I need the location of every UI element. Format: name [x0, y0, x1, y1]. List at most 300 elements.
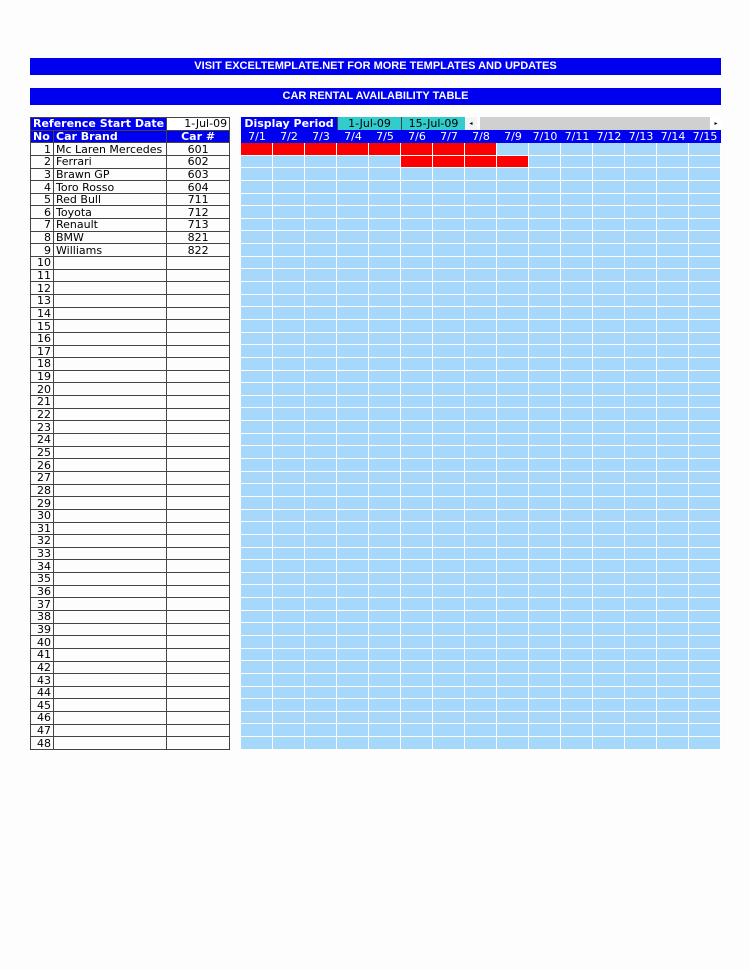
available-cell[interactable] — [369, 269, 401, 282]
available-cell[interactable] — [305, 219, 337, 232]
available-cell[interactable] — [689, 371, 721, 384]
available-cell[interactable] — [529, 421, 561, 434]
available-cell[interactable] — [529, 611, 561, 624]
available-cell[interactable] — [689, 383, 721, 396]
car-brand-cell[interactable] — [54, 610, 167, 623]
available-cell[interactable] — [657, 724, 689, 737]
available-cell[interactable] — [689, 295, 721, 308]
available-cell[interactable] — [529, 358, 561, 371]
row-number[interactable]: 16 — [31, 332, 54, 345]
available-cell[interactable] — [401, 358, 433, 371]
available-cell[interactable] — [401, 598, 433, 611]
available-cell[interactable] — [465, 598, 497, 611]
car-brand-cell[interactable] — [54, 320, 167, 333]
available-cell[interactable] — [369, 446, 401, 459]
available-cell[interactable] — [625, 472, 657, 485]
row-number[interactable]: 13 — [31, 294, 54, 307]
available-cell[interactable] — [529, 560, 561, 573]
available-cell[interactable] — [657, 371, 689, 384]
available-cell[interactable] — [529, 522, 561, 535]
available-cell[interactable] — [241, 535, 273, 548]
available-cell[interactable] — [273, 674, 305, 687]
car-number-cell[interactable] — [167, 459, 230, 472]
available-cell[interactable] — [273, 522, 305, 535]
available-cell[interactable] — [337, 307, 369, 320]
car-number-cell[interactable]: 822 — [167, 244, 230, 257]
available-cell[interactable] — [273, 244, 305, 257]
row-number[interactable]: 20 — [31, 383, 54, 396]
available-cell[interactable] — [657, 181, 689, 194]
available-cell[interactable] — [337, 472, 369, 485]
row-number[interactable]: 38 — [31, 610, 54, 623]
available-cell[interactable] — [497, 269, 529, 282]
available-cell[interactable] — [529, 535, 561, 548]
car-brand-cell[interactable]: Toro Rosso — [54, 181, 167, 194]
car-number-cell[interactable] — [167, 307, 230, 320]
car-brand-cell[interactable] — [54, 674, 167, 687]
available-cell[interactable] — [497, 484, 529, 497]
available-cell[interactable] — [561, 611, 593, 624]
car-number-cell[interactable] — [167, 497, 230, 510]
available-cell[interactable] — [241, 724, 273, 737]
available-cell[interactable] — [529, 472, 561, 485]
available-cell[interactable] — [625, 219, 657, 232]
available-cell[interactable] — [497, 143, 529, 156]
available-cell[interactable] — [625, 383, 657, 396]
available-cell[interactable] — [401, 472, 433, 485]
available-cell[interactable] — [625, 598, 657, 611]
car-brand-cell[interactable] — [54, 535, 167, 548]
available-cell[interactable] — [497, 206, 529, 219]
available-cell[interactable] — [529, 295, 561, 308]
available-cell[interactable] — [689, 661, 721, 674]
available-cell[interactable] — [401, 231, 433, 244]
available-cell[interactable] — [465, 168, 497, 181]
available-cell[interactable] — [593, 522, 625, 535]
available-cell[interactable] — [337, 674, 369, 687]
available-cell[interactable] — [401, 446, 433, 459]
available-cell[interactable] — [625, 333, 657, 346]
available-cell[interactable] — [401, 345, 433, 358]
car-brand-cell[interactable] — [54, 699, 167, 712]
car-number-cell[interactable] — [167, 547, 230, 560]
available-cell[interactable] — [369, 408, 401, 421]
available-cell[interactable] — [433, 396, 465, 409]
available-cell[interactable] — [529, 282, 561, 295]
available-cell[interactable] — [657, 358, 689, 371]
available-cell[interactable] — [497, 687, 529, 700]
available-cell[interactable] — [689, 219, 721, 232]
available-cell[interactable] — [529, 345, 561, 358]
available-cell[interactable] — [401, 168, 433, 181]
car-number-cell[interactable] — [167, 484, 230, 497]
available-cell[interactable] — [465, 333, 497, 346]
available-cell[interactable] — [241, 573, 273, 586]
available-cell[interactable] — [401, 434, 433, 447]
available-cell[interactable] — [273, 661, 305, 674]
available-cell[interactable] — [657, 687, 689, 700]
available-cell[interactable] — [369, 421, 401, 434]
available-cell[interactable] — [529, 661, 561, 674]
available-cell[interactable] — [433, 535, 465, 548]
available-cell[interactable] — [625, 408, 657, 421]
available-cell[interactable] — [593, 383, 625, 396]
available-cell[interactable] — [241, 522, 273, 535]
available-cell[interactable] — [369, 244, 401, 257]
available-cell[interactable] — [657, 396, 689, 409]
row-number[interactable]: 11 — [31, 269, 54, 282]
available-cell[interactable] — [241, 585, 273, 598]
row-number[interactable]: 25 — [31, 446, 54, 459]
row-number[interactable]: 30 — [31, 509, 54, 522]
row-number[interactable]: 40 — [31, 636, 54, 649]
available-cell[interactable] — [305, 636, 337, 649]
available-cell[interactable] — [561, 548, 593, 561]
available-cell[interactable] — [593, 560, 625, 573]
row-number[interactable]: 41 — [31, 648, 54, 661]
available-cell[interactable] — [465, 724, 497, 737]
available-cell[interactable] — [593, 206, 625, 219]
available-cell[interactable] — [593, 623, 625, 636]
booked-cell[interactable] — [273, 143, 305, 156]
available-cell[interactable] — [657, 244, 689, 257]
car-brand-cell[interactable] — [54, 421, 167, 434]
available-cell[interactable] — [625, 446, 657, 459]
available-cell[interactable] — [305, 699, 337, 712]
available-cell[interactable] — [305, 396, 337, 409]
available-cell[interactable] — [273, 560, 305, 573]
available-cell[interactable] — [689, 623, 721, 636]
available-cell[interactable] — [337, 585, 369, 598]
available-cell[interactable] — [625, 459, 657, 472]
template-link-banner[interactable]: VISIT EXCELTEMPLATE.NET FOR MORE TEMPLATES AND UPDATES — [30, 58, 721, 75]
available-cell[interactable] — [465, 661, 497, 674]
available-cell[interactable] — [625, 307, 657, 320]
available-cell[interactable] — [625, 699, 657, 712]
available-cell[interactable] — [401, 333, 433, 346]
available-cell[interactable] — [593, 156, 625, 169]
booked-cell[interactable] — [369, 143, 401, 156]
available-cell[interactable] — [273, 408, 305, 421]
available-cell[interactable] — [561, 535, 593, 548]
available-cell[interactable] — [337, 156, 369, 169]
car-number-cell[interactable] — [167, 623, 230, 636]
car-brand-cell[interactable] — [54, 408, 167, 421]
available-cell[interactable] — [337, 345, 369, 358]
available-cell[interactable] — [273, 636, 305, 649]
available-cell[interactable] — [497, 712, 529, 725]
available-cell[interactable] — [689, 636, 721, 649]
available-cell[interactable] — [561, 510, 593, 523]
row-number[interactable]: 42 — [31, 661, 54, 674]
available-cell[interactable] — [273, 320, 305, 333]
available-cell[interactable] — [369, 687, 401, 700]
available-cell[interactable] — [657, 320, 689, 333]
available-cell[interactable] — [593, 712, 625, 725]
available-cell[interactable] — [273, 535, 305, 548]
available-cell[interactable] — [401, 661, 433, 674]
available-cell[interactable] — [465, 307, 497, 320]
available-cell[interactable] — [273, 333, 305, 346]
available-cell[interactable] — [657, 295, 689, 308]
available-cell[interactable] — [561, 295, 593, 308]
available-cell[interactable] — [689, 156, 721, 169]
available-cell[interactable] — [657, 333, 689, 346]
available-cell[interactable] — [561, 269, 593, 282]
available-cell[interactable] — [273, 168, 305, 181]
available-cell[interactable] — [369, 737, 401, 750]
available-cell[interactable] — [465, 396, 497, 409]
available-cell[interactable] — [593, 307, 625, 320]
available-cell[interactable] — [689, 396, 721, 409]
available-cell[interactable] — [689, 206, 721, 219]
available-cell[interactable] — [369, 712, 401, 725]
car-brand-cell[interactable]: BMW — [54, 231, 167, 244]
available-cell[interactable] — [273, 585, 305, 598]
available-cell[interactable] — [401, 687, 433, 700]
available-cell[interactable] — [369, 548, 401, 561]
available-cell[interactable] — [241, 560, 273, 573]
available-cell[interactable] — [241, 231, 273, 244]
available-cell[interactable] — [433, 497, 465, 510]
car-number-cell[interactable]: 821 — [167, 231, 230, 244]
available-cell[interactable] — [657, 231, 689, 244]
car-number-cell[interactable]: 711 — [167, 193, 230, 206]
available-cell[interactable] — [593, 737, 625, 750]
available-cell[interactable] — [337, 623, 369, 636]
car-brand-cell[interactable] — [54, 560, 167, 573]
booked-cell[interactable] — [497, 156, 529, 169]
available-cell[interactable] — [465, 623, 497, 636]
car-number-cell[interactable] — [167, 471, 230, 484]
available-cell[interactable] — [305, 497, 337, 510]
available-cell[interactable] — [625, 649, 657, 662]
available-cell[interactable] — [433, 231, 465, 244]
car-number-cell[interactable] — [167, 737, 230, 750]
available-cell[interactable] — [305, 371, 337, 384]
available-cell[interactable] — [241, 219, 273, 232]
available-cell[interactable] — [689, 737, 721, 750]
row-number[interactable]: 4 — [31, 181, 54, 194]
available-cell[interactable] — [241, 396, 273, 409]
available-cell[interactable] — [593, 661, 625, 674]
car-number-cell[interactable] — [167, 282, 230, 295]
available-cell[interactable] — [593, 636, 625, 649]
available-cell[interactable] — [593, 345, 625, 358]
available-cell[interactable] — [657, 548, 689, 561]
car-number-cell[interactable] — [167, 610, 230, 623]
available-cell[interactable] — [401, 383, 433, 396]
car-brand-cell[interactable] — [54, 509, 167, 522]
available-cell[interactable] — [305, 181, 337, 194]
available-cell[interactable] — [433, 661, 465, 674]
available-cell[interactable] — [657, 699, 689, 712]
available-cell[interactable] — [401, 611, 433, 624]
car-brand-cell[interactable]: Williams — [54, 244, 167, 257]
available-cell[interactable] — [273, 206, 305, 219]
available-cell[interactable] — [529, 320, 561, 333]
row-number[interactable]: 7 — [31, 219, 54, 232]
available-cell[interactable] — [465, 649, 497, 662]
available-cell[interactable] — [593, 143, 625, 156]
available-cell[interactable] — [369, 333, 401, 346]
available-cell[interactable] — [401, 295, 433, 308]
available-cell[interactable] — [337, 295, 369, 308]
available-cell[interactable] — [561, 371, 593, 384]
available-cell[interactable] — [305, 548, 337, 561]
available-cell[interactable] — [561, 649, 593, 662]
available-cell[interactable] — [625, 345, 657, 358]
available-cell[interactable] — [401, 282, 433, 295]
available-cell[interactable] — [305, 408, 337, 421]
available-cell[interactable] — [497, 434, 529, 447]
available-cell[interactable] — [433, 371, 465, 384]
available-cell[interactable] — [241, 194, 273, 207]
available-cell[interactable] — [625, 434, 657, 447]
available-cell[interactable] — [465, 548, 497, 561]
available-cell[interactable] — [497, 295, 529, 308]
available-cell[interactable] — [241, 510, 273, 523]
available-cell[interactable] — [337, 548, 369, 561]
available-cell[interactable] — [401, 585, 433, 598]
available-cell[interactable] — [305, 345, 337, 358]
available-cell[interactable] — [337, 219, 369, 232]
available-cell[interactable] — [241, 649, 273, 662]
available-cell[interactable] — [305, 156, 337, 169]
available-cell[interactable] — [689, 231, 721, 244]
car-number-cell[interactable] — [167, 446, 230, 459]
scroll-right-arrow[interactable]: ▸ — [710, 117, 722, 130]
row-number[interactable]: 26 — [31, 459, 54, 472]
available-cell[interactable] — [241, 244, 273, 257]
available-cell[interactable] — [657, 497, 689, 510]
car-brand-cell[interactable] — [54, 434, 167, 447]
available-cell[interactable] — [689, 434, 721, 447]
available-cell[interactable] — [657, 598, 689, 611]
row-number[interactable]: 3 — [31, 168, 54, 181]
row-number[interactable]: 31 — [31, 522, 54, 535]
available-cell[interactable] — [401, 636, 433, 649]
available-cell[interactable] — [433, 219, 465, 232]
available-cell[interactable] — [561, 206, 593, 219]
row-number[interactable]: 33 — [31, 547, 54, 560]
available-cell[interactable] — [625, 585, 657, 598]
row-number[interactable]: 5 — [31, 193, 54, 206]
available-cell[interactable] — [593, 295, 625, 308]
available-cell[interactable] — [305, 446, 337, 459]
available-cell[interactable] — [465, 737, 497, 750]
available-cell[interactable] — [433, 611, 465, 624]
available-cell[interactable] — [689, 446, 721, 459]
available-cell[interactable] — [241, 371, 273, 384]
available-cell[interactable] — [625, 548, 657, 561]
row-number[interactable]: 28 — [31, 484, 54, 497]
available-cell[interactable] — [433, 244, 465, 257]
car-brand-cell[interactable] — [54, 547, 167, 560]
available-cell[interactable] — [689, 585, 721, 598]
car-number-cell[interactable] — [167, 396, 230, 409]
available-cell[interactable] — [689, 244, 721, 257]
available-cell[interactable] — [369, 459, 401, 472]
available-cell[interactable] — [433, 548, 465, 561]
available-cell[interactable] — [433, 510, 465, 523]
available-cell[interactable] — [273, 358, 305, 371]
car-number-cell[interactable]: 602 — [167, 155, 230, 168]
available-cell[interactable] — [625, 510, 657, 523]
available-cell[interactable] — [625, 712, 657, 725]
available-cell[interactable] — [625, 611, 657, 624]
available-cell[interactable] — [561, 231, 593, 244]
available-cell[interactable] — [369, 295, 401, 308]
available-cell[interactable] — [433, 712, 465, 725]
available-cell[interactable] — [433, 320, 465, 333]
available-cell[interactable] — [401, 548, 433, 561]
available-cell[interactable] — [465, 636, 497, 649]
available-cell[interactable] — [433, 522, 465, 535]
row-number[interactable]: 15 — [31, 320, 54, 333]
car-brand-cell[interactable] — [54, 332, 167, 345]
available-cell[interactable] — [657, 446, 689, 459]
available-cell[interactable] — [497, 510, 529, 523]
available-cell[interactable] — [337, 194, 369, 207]
available-cell[interactable] — [689, 333, 721, 346]
available-cell[interactable] — [241, 345, 273, 358]
available-cell[interactable] — [529, 649, 561, 662]
available-cell[interactable] — [401, 257, 433, 270]
available-cell[interactable] — [465, 522, 497, 535]
available-cell[interactable] — [593, 181, 625, 194]
available-cell[interactable] — [241, 484, 273, 497]
car-brand-cell[interactable] — [54, 370, 167, 383]
car-number-cell[interactable] — [167, 522, 230, 535]
available-cell[interactable] — [593, 446, 625, 459]
available-cell[interactable] — [497, 194, 529, 207]
available-cell[interactable] — [561, 712, 593, 725]
available-cell[interactable] — [241, 156, 273, 169]
available-cell[interactable] — [465, 257, 497, 270]
available-cell[interactable] — [689, 687, 721, 700]
available-cell[interactable] — [369, 522, 401, 535]
car-number-cell[interactable] — [167, 636, 230, 649]
available-cell[interactable] — [593, 257, 625, 270]
available-cell[interactable] — [401, 219, 433, 232]
available-cell[interactable] — [625, 573, 657, 586]
available-cell[interactable] — [593, 573, 625, 586]
available-cell[interactable] — [529, 408, 561, 421]
available-cell[interactable] — [561, 623, 593, 636]
available-cell[interactable] — [369, 434, 401, 447]
car-number-cell[interactable] — [167, 674, 230, 687]
car-number-cell[interactable]: 603 — [167, 168, 230, 181]
available-cell[interactable] — [625, 674, 657, 687]
car-number-cell[interactable] — [167, 509, 230, 522]
available-cell[interactable] — [529, 687, 561, 700]
car-brand-cell[interactable] — [54, 686, 167, 699]
available-cell[interactable] — [433, 484, 465, 497]
row-number[interactable]: 29 — [31, 497, 54, 510]
available-cell[interactable] — [529, 231, 561, 244]
available-cell[interactable] — [657, 484, 689, 497]
available-cell[interactable] — [337, 371, 369, 384]
car-brand-cell[interactable] — [54, 623, 167, 636]
available-cell[interactable] — [241, 358, 273, 371]
available-cell[interactable] — [305, 295, 337, 308]
booked-cell[interactable] — [401, 143, 433, 156]
available-cell[interactable] — [593, 585, 625, 598]
available-cell[interactable] — [689, 649, 721, 662]
available-cell[interactable] — [497, 724, 529, 737]
available-cell[interactable] — [273, 724, 305, 737]
